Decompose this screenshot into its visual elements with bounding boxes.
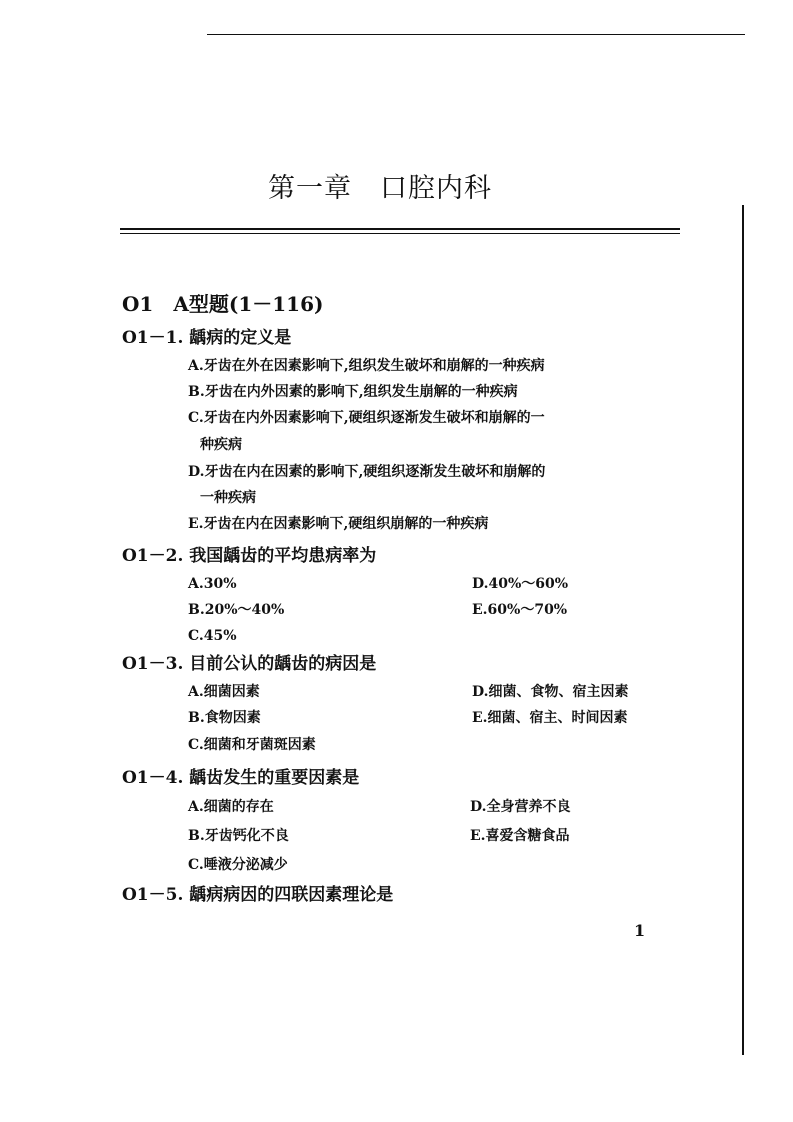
option: A.牙齿在外在因素影响下,组织发生破坏和崩解的一种疾病 <box>188 358 545 374</box>
option: D.40%～60% <box>472 576 569 592</box>
title-rule-thin <box>120 233 680 234</box>
option: E.细菌、宿主、时间因素 <box>472 710 628 726</box>
option-continuation: 一种疾病 <box>200 490 256 506</box>
question-stem: O1－3. 目前公认的龋齿的病因是 <box>122 654 377 674</box>
option: B.20%～40% <box>188 602 285 618</box>
option: A.细菌因素 <box>188 684 260 700</box>
option: D.细菌、食物、宿主因素 <box>472 684 629 700</box>
option: B.牙齿钙化不良 <box>188 828 289 844</box>
question-stem: O1－2. 我国龋齿的平均患病率为 <box>122 546 377 566</box>
option: B.牙齿在内外因素的影响下,组织发生崩解的一种疾病 <box>188 384 518 400</box>
chapter-title: 第一章 口腔内科 <box>268 173 492 204</box>
section-heading: O1 A型题(1－116) <box>122 292 324 316</box>
option: C.45% <box>188 628 237 644</box>
option: E.牙齿在内在因素影响下,硬组织崩解的一种疾病 <box>188 516 489 532</box>
option: E.喜爱含糖食品 <box>470 828 570 844</box>
option: C.唾液分泌减少 <box>188 857 288 873</box>
page-number: 1 <box>634 921 646 940</box>
top-rule <box>207 34 745 35</box>
option: A.30% <box>188 576 237 592</box>
option-continuation: 种疾病 <box>200 437 242 453</box>
question-stem: O1－5. 龋病病因的四联因素理论是 <box>122 885 394 905</box>
option: A.细菌的存在 <box>188 799 274 815</box>
option: D.牙齿在内在因素的影响下,硬组织逐渐发生破坏和崩解的 <box>188 464 546 480</box>
option: E.60%～70% <box>472 602 568 618</box>
option: C.牙齿在内外因素影响下,硬组织逐渐发生破坏和崩解的一 <box>188 410 545 426</box>
option: D.全身营养不良 <box>470 799 571 815</box>
title-rule-thick <box>120 228 680 230</box>
right-margin-line <box>742 205 744 1055</box>
question-stem: O1－1. 龋病的定义是 <box>122 328 292 348</box>
question-stem: O1－4. 龋齿发生的重要因素是 <box>122 768 360 788</box>
option: C.细菌和牙菌斑因素 <box>188 737 316 753</box>
option: B.食物因素 <box>188 710 261 726</box>
